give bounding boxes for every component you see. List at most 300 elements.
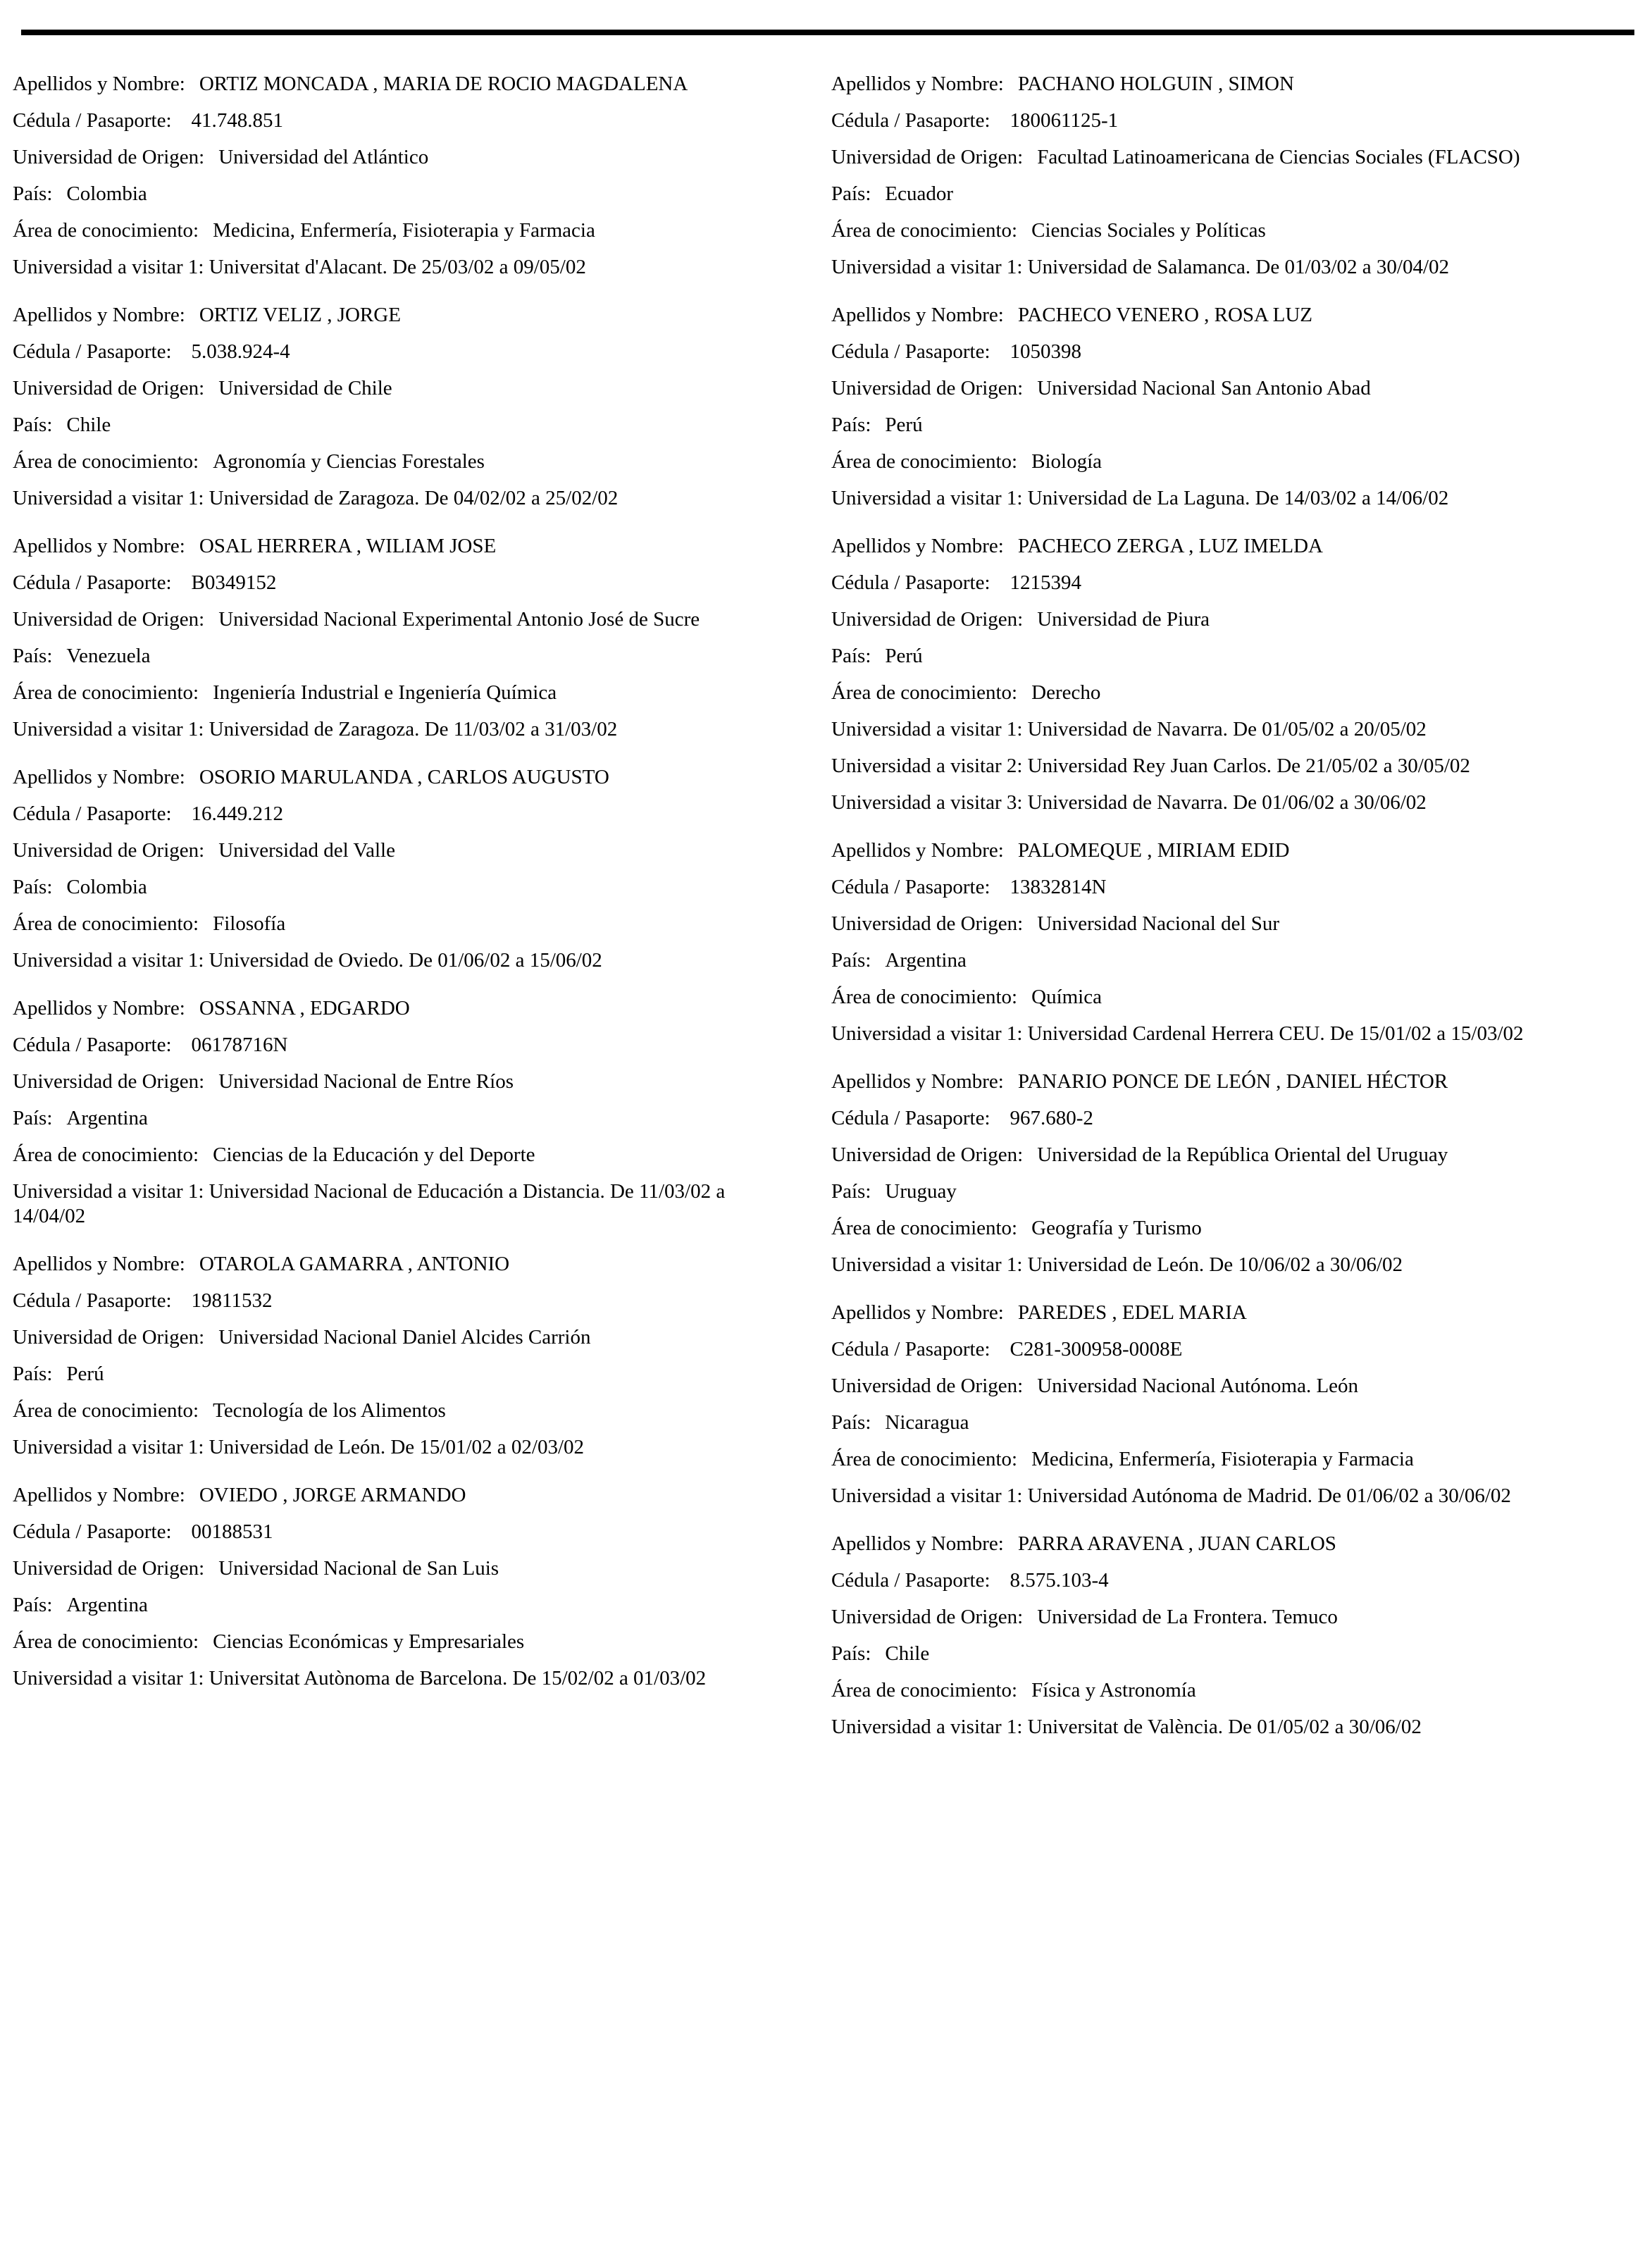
line-gap: [13, 170, 809, 182]
visit-line: Universidad a visitar 1: Universitat de València. De 01/05/02 a 30/06/02: [831, 1716, 1422, 1738]
line-gap: [831, 1167, 1634, 1179]
country-line: [831, 1179, 1634, 1204]
area-value: Ciencias de la Educación y del Deporte: [213, 1143, 535, 1166]
origin-line: [831, 912, 1634, 936]
id-label: Cédula / Pasaporte:: [13, 109, 172, 132]
line-gap: [831, 364, 1634, 376]
country-label: País:: [13, 645, 53, 667]
line-gap: [831, 1703, 1634, 1715]
id-line: [13, 571, 809, 595]
line-gap: [831, 936, 1634, 948]
area-label: Área de conocimiento:: [13, 1630, 199, 1653]
name-value: ORTIZ VELIZ , JORGE: [199, 304, 401, 326]
area-line: [831, 218, 1634, 243]
country-label: País:: [13, 1363, 53, 1385]
right-column: [831, 72, 1634, 1763]
country-value: Colombia: [66, 876, 147, 898]
country-label: País:: [13, 182, 53, 205]
id-value: 180061125-1: [1010, 109, 1119, 132]
area-value: Física y Astronomía: [1031, 1679, 1196, 1701]
origin-label: Universidad de Origen:: [13, 377, 205, 399]
country-value: Uruguay: [885, 1180, 957, 1203]
line-gap: [13, 1094, 809, 1106]
line-gap: [831, 1241, 1634, 1253]
line-gap: [13, 1167, 809, 1179]
id-line: [831, 1106, 1634, 1131]
area-line: [831, 985, 1634, 1010]
line-gap: [13, 1387, 809, 1399]
line-gap: [831, 97, 1634, 109]
left-column: [13, 72, 809, 1714]
name-line: [831, 72, 1634, 97]
country-line: [831, 413, 1634, 438]
line-gap: [831, 1666, 1634, 1678]
id-value: 00188531: [191, 1520, 273, 1543]
name-label: Apellidos y Nombre:: [13, 1253, 185, 1275]
name-value: OSAL HERRERA , WILIAM JOSE: [199, 535, 497, 557]
id-line: [831, 1337, 1634, 1362]
name-label: Apellidos y Nombre:: [13, 997, 185, 1019]
country-label: País:: [831, 1642, 871, 1665]
origin-value: Facultad Latinoamericana de Ciencias Sociales (FLACSO): [1037, 146, 1520, 168]
area-line: [831, 1678, 1634, 1703]
line-gap: [831, 438, 1634, 450]
area-line: [13, 1399, 809, 1423]
id-label: Cédula / Pasaporte:: [13, 802, 172, 825]
origin-value: Universidad Nacional Daniel Alcides Carrión: [218, 1326, 591, 1349]
record-right-1: [831, 72, 1634, 280]
line-gap: [831, 1010, 1634, 1022]
line-gap: [13, 1021, 809, 1033]
area-value: Ciencias Económicas y Empresariales: [213, 1630, 525, 1653]
line-gap: [831, 1556, 1634, 1568]
line-gap: [831, 1472, 1634, 1484]
id-line: [831, 109, 1634, 133]
id-value: C281-300958-0008E: [1010, 1338, 1183, 1360]
line-gap: [831, 133, 1634, 145]
area-value: Ingeniería Industrial e Ingeniería Química: [213, 681, 557, 704]
line-gap: [831, 632, 1634, 644]
id-line: [831, 875, 1634, 900]
record-left-4: [13, 765, 809, 973]
area-value: Química: [1031, 986, 1102, 1008]
id-label: Cédula / Pasaporte:: [831, 1569, 990, 1592]
id-value: B0349152: [191, 571, 277, 594]
record-left-2: [13, 303, 809, 511]
origin-line: [831, 1143, 1634, 1167]
country-value: Perú: [66, 1363, 104, 1385]
id-value: 13832814N: [1010, 876, 1107, 898]
origin-line: [13, 376, 809, 401]
line-gap: [831, 705, 1634, 717]
origin-value: Universidad Nacional Autónoma. León: [1037, 1375, 1359, 1397]
line-gap: [13, 559, 809, 571]
line-gap: [13, 595, 809, 607]
origin-value: Universidad Nacional de San Luis: [218, 1557, 499, 1580]
origin-label: Universidad de Origen:: [831, 608, 1024, 631]
visit-line: Universidad a visitar 1: Universidad de La Laguna. De 14/03/02 a 14/06/02: [831, 487, 1449, 509]
id-line: [831, 1568, 1634, 1593]
origin-line: [13, 1556, 809, 1581]
visit-line: Universidad a visitar 1: Universitat Autònoma de Barcelona. De 15/02/02 a 01/03/02: [13, 1667, 707, 1690]
line-gap: [13, 474, 809, 486]
line-gap: [831, 401, 1634, 413]
origin-label: Universidad de Origen:: [831, 1143, 1024, 1166]
name-label: Apellidos y Nombre:: [831, 1301, 1004, 1324]
area-label: Área de conocimiento:: [831, 1448, 1018, 1470]
id-label: Cédula / Pasaporte:: [831, 1338, 990, 1360]
name-label: Apellidos y Nombre:: [831, 839, 1004, 862]
origin-line: [831, 1605, 1634, 1630]
area-value: Geografía y Turismo: [1031, 1217, 1202, 1239]
country-line: [831, 1642, 1634, 1666]
country-value: Chile: [885, 1642, 930, 1665]
country-label: País:: [13, 876, 53, 898]
origin-value: Universidad Nacional San Antonio Abad: [1037, 377, 1371, 399]
id-label: Cédula / Pasaporte:: [831, 876, 990, 898]
country-label: País:: [13, 1594, 53, 1616]
country-line: [831, 182, 1634, 206]
line-gap: [831, 1204, 1634, 1216]
id-value: 1215394: [1010, 571, 1082, 594]
name-line: [13, 1483, 809, 1508]
country-label: País:: [831, 645, 871, 667]
line-gap: [831, 328, 1634, 340]
id-line: [13, 1033, 809, 1058]
line-gap: [831, 1131, 1634, 1143]
area-value: Filosofía: [213, 912, 286, 935]
area-line: [831, 1216, 1634, 1241]
id-label: Cédula / Pasaporte:: [13, 1520, 172, 1543]
record-left-6: [13, 1252, 809, 1460]
area-label: Área de conocimiento:: [831, 219, 1018, 242]
area-line: [831, 1447, 1634, 1472]
visit-line: Universidad a visitar 1: Universidad de León. De 10/06/02 a 30/06/02: [831, 1253, 1403, 1276]
line-gap: [13, 826, 809, 838]
country-label: País:: [831, 949, 871, 972]
line-gap: [13, 790, 809, 802]
name-value: ORTIZ MONCADA , MARIA DE ROCIO MAGDALENA: [199, 73, 688, 95]
visit-line: Universidad a visitar 1: Universidad de Zaragoza. De 04/02/02 a 25/02/02: [13, 487, 619, 509]
line-gap: [831, 1094, 1634, 1106]
origin-line: [13, 607, 809, 632]
line-gap: [13, 438, 809, 450]
area-value: Biología: [1031, 450, 1103, 473]
line-gap: [831, 559, 1634, 571]
line-gap: [831, 206, 1634, 218]
line-gap: [13, 1508, 809, 1520]
origin-label: Universidad de Origen:: [13, 1326, 205, 1349]
top-rule: [21, 30, 1634, 35]
name-value: PACHECO VENERO , ROSA LUZ: [1017, 304, 1313, 326]
name-label: Apellidos y Nombre:: [13, 535, 185, 557]
origin-label: Universidad de Origen:: [831, 146, 1024, 168]
origin-line: [13, 1070, 809, 1094]
area-label: Área de conocimiento:: [13, 219, 199, 242]
line-gap: [831, 669, 1634, 681]
line-gap: [13, 1058, 809, 1070]
name-line: [13, 765, 809, 790]
country-value: Colombia: [66, 182, 147, 205]
area-label: Área de conocimiento:: [831, 1679, 1018, 1701]
area-line: [831, 450, 1634, 474]
origin-line: [831, 607, 1634, 632]
name-value: OTAROLA GAMARRA , ANTONIO: [199, 1253, 510, 1275]
name-label: Apellidos y Nombre:: [831, 1532, 1004, 1555]
area-value: Derecho: [1031, 681, 1101, 704]
name-value: OSORIO MARULANDA , CARLOS AUGUSTO: [199, 766, 609, 788]
origin-value: Universidad de Piura: [1037, 608, 1210, 631]
origin-line: [13, 1325, 809, 1350]
name-line: [13, 1252, 809, 1277]
name-line: [831, 838, 1634, 863]
line-gap: [831, 863, 1634, 875]
origin-label: Universidad de Origen:: [13, 146, 205, 168]
id-value: 16.449.212: [191, 802, 284, 825]
id-line: [13, 340, 809, 364]
area-value: Tecnología de los Alimentos: [213, 1399, 446, 1422]
name-line: [13, 72, 809, 97]
country-value: Perú: [885, 414, 923, 436]
line-gap: [13, 669, 809, 681]
line-gap: [831, 170, 1634, 182]
origin-value: Universidad de la República Oriental del Uruguay: [1037, 1143, 1448, 1166]
country-value: Perú: [885, 645, 923, 667]
country-line: [13, 875, 809, 900]
line-gap: [13, 364, 809, 376]
area-line: [831, 681, 1634, 705]
visit-line: Universidad a visitar 1: Universidad de Navarra. De 01/05/02 a 20/05/02: [831, 718, 1427, 740]
id-label: Cédula / Pasaporte:: [831, 340, 990, 363]
id-label: Cédula / Pasaporte:: [13, 1289, 172, 1312]
name-value: PACHANO HOLGUIN , SIMON: [1017, 73, 1294, 95]
name-label: Apellidos y Nombre:: [13, 766, 185, 788]
line-gap: [831, 1362, 1634, 1374]
line-gap: [831, 595, 1634, 607]
name-line: [831, 1070, 1634, 1094]
line-gap: [13, 1350, 809, 1362]
line-gap: [13, 133, 809, 145]
name-value: OVIEDO , JORGE ARMANDO: [199, 1484, 466, 1506]
area-value: Medicina, Enfermería, Fisioterapia y Farmacia: [1031, 1448, 1414, 1470]
name-value: PALOMEQUE , MIRIAM EDID: [1017, 839, 1290, 862]
line-gap: [831, 1399, 1634, 1411]
line-gap: [13, 632, 809, 644]
id-line: [831, 340, 1634, 364]
country-value: Ecuador: [885, 182, 954, 205]
origin-label: Universidad de Origen:: [13, 1557, 205, 1580]
origin-value: Universidad Nacional del Sur: [1037, 912, 1280, 935]
area-line: [13, 912, 809, 936]
line-gap: [831, 1435, 1634, 1447]
country-line: [13, 1362, 809, 1387]
id-line: [831, 571, 1634, 595]
line-gap: [831, 1630, 1634, 1642]
name-value: PANARIO PONCE DE LEÓN , DANIEL HÉCTOR: [1017, 1070, 1448, 1093]
country-value: Nicaragua: [885, 1411, 969, 1434]
origin-value: Universidad del Atlántico: [218, 146, 429, 168]
area-line: [13, 218, 809, 243]
id-line: [13, 1289, 809, 1313]
id-value: 967.680-2: [1010, 1107, 1093, 1129]
id-line: [13, 1520, 809, 1544]
visit-line: Universidad a visitar 1: Universitat d'Alacant. De 25/03/02 a 09/05/02: [13, 256, 586, 278]
name-value: OSSANNA , EDGARDO: [199, 997, 410, 1019]
line-gap: [13, 243, 809, 255]
record-right-4: [831, 838, 1634, 1046]
record-right-2: [831, 303, 1634, 511]
line-gap: [13, 328, 809, 340]
origin-label: Universidad de Origen:: [13, 608, 205, 631]
area-label: Área de conocimiento:: [831, 986, 1018, 1008]
name-label: Apellidos y Nombre:: [13, 1484, 185, 1506]
area-label: Área de conocimiento:: [13, 1143, 199, 1166]
country-line: [13, 1106, 809, 1131]
country-label: País:: [13, 414, 53, 436]
record-left-1: [13, 72, 809, 280]
country-value: Argentina: [66, 1107, 148, 1129]
line-gap: [13, 1544, 809, 1556]
name-label: Apellidos y Nombre:: [831, 1070, 1004, 1093]
country-label: País:: [831, 1180, 871, 1203]
area-value: Medicina, Enfermería, Fisioterapia y Farmacia: [213, 219, 595, 242]
name-line: [13, 303, 809, 328]
id-value: 19811532: [191, 1289, 273, 1312]
id-label: Cédula / Pasaporte:: [831, 571, 990, 594]
name-value: PAREDES , EDEL MARIA: [1017, 1301, 1247, 1324]
visit-line: Universidad a visitar 1: Universidad Autónoma de Madrid. De 01/06/02 a 30/06/02: [831, 1484, 1511, 1507]
area-value: Agronomía y Ciencias Forestales: [213, 450, 485, 473]
name-label: Apellidos y Nombre:: [831, 304, 1004, 326]
origin-line: [831, 376, 1634, 401]
origin-line: [831, 1374, 1634, 1399]
origin-label: Universidad de Origen:: [831, 1606, 1024, 1628]
id-label: Cédula / Pasaporte:: [831, 109, 990, 132]
area-value: Ciencias Sociales y Políticas: [1031, 219, 1266, 242]
name-label: Apellidos y Nombre:: [831, 73, 1004, 95]
name-line: [831, 1532, 1634, 1556]
country-value: Argentina: [66, 1594, 148, 1616]
origin-value: Universidad Nacional Experimental Antonio José de Sucre: [218, 608, 700, 631]
id-value: 8.575.103-4: [1010, 1569, 1109, 1592]
line-gap: [13, 936, 809, 948]
line-gap: [831, 1593, 1634, 1605]
area-label: Área de conocimiento:: [13, 450, 199, 473]
country-line: [831, 948, 1634, 973]
area-line: [13, 1630, 809, 1654]
country-value: Argentina: [885, 949, 967, 972]
visit-line: Universidad a visitar 3: Universidad de Navarra. De 01/06/02 a 30/06/02: [831, 791, 1427, 814]
origin-value: Universidad Nacional de Entre Ríos: [218, 1070, 514, 1093]
line-gap: [831, 1325, 1634, 1337]
name-value: PACHECO ZERGA , LUZ IMELDA: [1017, 535, 1323, 557]
line-gap: [13, 1654, 809, 1666]
visit-line: Universidad a visitar 1: Universidad Nacional de Educación a Distancia. De 11/03/02 a 14/04/02: [13, 1180, 726, 1227]
country-line: [13, 182, 809, 206]
origin-line: [13, 145, 809, 170]
country-label: País:: [831, 182, 871, 205]
line-gap: [13, 705, 809, 717]
id-value: 1050398: [1010, 340, 1082, 363]
id-line: [13, 802, 809, 826]
id-line: [13, 109, 809, 133]
record-right-6: [831, 1301, 1634, 1508]
line-gap: [831, 900, 1634, 912]
line-gap: [13, 1313, 809, 1325]
origin-line: [831, 145, 1634, 170]
id-value: 41.748.851: [191, 109, 284, 132]
name-line: [831, 534, 1634, 559]
name-line: [831, 303, 1634, 328]
area-label: Área de conocimiento:: [831, 1217, 1018, 1239]
name-label: Apellidos y Nombre:: [831, 535, 1004, 557]
origin-label: Universidad de Origen:: [831, 377, 1024, 399]
area-label: Área de conocimiento:: [13, 912, 199, 935]
country-value: Chile: [66, 414, 111, 436]
name-value: PARRA ARAVENA , JUAN CARLOS: [1017, 1532, 1336, 1555]
line-gap: [831, 779, 1634, 791]
area-label: Área de conocimiento:: [13, 1399, 199, 1422]
visit-line: Universidad a visitar 2: Universidad Rey Juan Carlos. De 21/05/02 a 30/05/02: [831, 755, 1470, 777]
visit-line: Universidad a visitar 1: Universidad de León. De 15/01/02 a 02/03/02: [13, 1436, 585, 1458]
record-left-7: [13, 1483, 809, 1691]
origin-value: Universidad del Valle: [218, 839, 395, 862]
record-right-7: [831, 1532, 1634, 1740]
record-left-5: [13, 996, 809, 1229]
origin-label: Universidad de Origen:: [831, 912, 1024, 935]
visit-line: Universidad a visitar 1: Universidad de Oviedo. De 01/06/02 a 15/06/02: [13, 949, 602, 972]
line-gap: [13, 863, 809, 875]
visit-line: Universidad a visitar 1: Universidad de Salamanca. De 01/03/02 a 30/04/02: [831, 256, 1450, 278]
country-line: [13, 1593, 809, 1618]
line-gap: [13, 401, 809, 413]
id-label: Cédula / Pasaporte:: [13, 571, 172, 594]
area-line: [13, 681, 809, 705]
id-value: 5.038.924-4: [191, 340, 290, 363]
area-line: [13, 450, 809, 474]
origin-value: Universidad de Chile: [218, 377, 392, 399]
origin-line: [13, 838, 809, 863]
line-gap: [13, 900, 809, 912]
name-line: [13, 534, 809, 559]
origin-label: Universidad de Origen:: [831, 1375, 1024, 1397]
name-line: [13, 996, 809, 1021]
line-gap: [831, 243, 1634, 255]
area-line: [13, 1143, 809, 1167]
line-gap: [13, 1277, 809, 1289]
record-right-3: [831, 534, 1634, 815]
line-gap: [13, 97, 809, 109]
line-gap: [831, 474, 1634, 486]
visit-line: Universidad a visitar 1: Universidad de Zaragoza. De 11/03/02 a 31/03/02: [13, 718, 618, 740]
record-right-5: [831, 1070, 1634, 1277]
country-line: [831, 644, 1634, 669]
area-label: Área de conocimiento:: [13, 681, 199, 704]
line-gap: [831, 973, 1634, 985]
area-label: Área de conocimiento:: [831, 450, 1018, 473]
record-left-3: [13, 534, 809, 742]
line-gap: [13, 1618, 809, 1630]
origin-value: Universidad de La Frontera. Temuco: [1037, 1606, 1338, 1628]
name-line: [831, 1301, 1634, 1325]
country-label: País:: [831, 414, 871, 436]
country-label: País:: [13, 1107, 53, 1129]
line-gap: [13, 206, 809, 218]
origin-label: Universidad de Origen:: [13, 839, 205, 862]
area-label: Área de conocimiento:: [831, 681, 1018, 704]
id-label: Cédula / Pasaporte:: [831, 1107, 990, 1129]
id-value: 06178716N: [191, 1034, 288, 1056]
